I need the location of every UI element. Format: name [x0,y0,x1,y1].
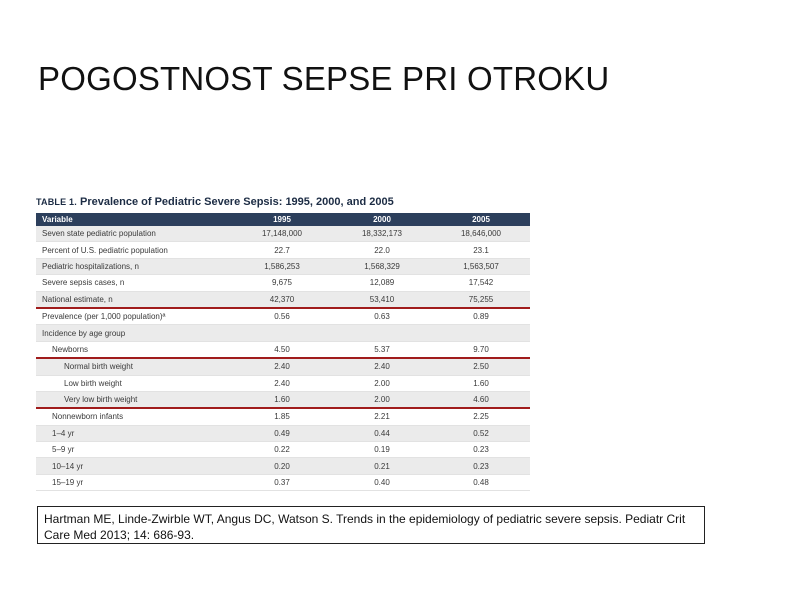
citation-box: Hartman ME, Linde-Zwirble WT, Angus DC, Watson S. Trends in the epidemiology of pediatric severe sepsis. Pediatr Crit Care Med 2013; 14: 686-93. [37,506,705,544]
table-label: TABLE 1. [36,197,77,207]
row-value-1995: 2.40 [232,375,332,391]
prevalence-table [36,213,530,491]
row-value-2000: 0.44 [332,425,432,441]
table-row [36,341,530,358]
row-variable: Very low birth weight [36,391,232,408]
row-value-1995: 0.22 [232,442,332,458]
table-row [36,258,530,274]
table-header-row [36,213,530,226]
table-row [36,391,530,408]
row-value-2000 [332,325,432,341]
table-row [36,375,530,391]
row-value-1995: 4.50 [232,341,332,358]
row-value-2005: 0.52 [432,425,530,441]
row-value-2005: 23.1 [432,242,530,258]
table-caption [36,196,530,213]
row-variable: Incidence by age group [36,325,232,341]
row-value-2000: 18,332,173 [332,226,432,242]
row-value-2005: 17,542 [432,275,530,291]
row-value-2005: 2.50 [432,358,530,375]
header-variable: Variable [36,213,232,226]
table-row [36,291,530,308]
row-value-2005 [432,325,530,341]
row-value-2005: 0.23 [432,458,530,474]
row-value-2005: 9.70 [432,341,530,358]
row-variable: Percent of U.S. pediatric population [36,242,232,258]
slide-title: POGOSTNOST SEPSE PRI OTROKU [38,60,610,97]
row-value-1995: 22.7 [232,242,332,258]
table-row [36,325,530,341]
row-value-2000: 2.21 [332,408,432,425]
row-variable: Low birth weight [36,375,232,391]
row-value-2005: 0.23 [432,442,530,458]
row-value-2005: 2.25 [432,408,530,425]
row-value-2000: 53,410 [332,291,432,308]
row-value-1995: 1.60 [232,391,332,408]
row-value-1995: 0.37 [232,474,332,490]
row-value-1995: 42,370 [232,291,332,308]
row-value-1995 [232,325,332,341]
row-variable: National estimate, n [36,291,232,308]
row-value-2005: 18,646,000 [432,226,530,242]
table-row [36,242,530,258]
row-value-2000: 0.63 [332,308,432,325]
row-value-2000: 22.0 [332,242,432,258]
row-variable: Seven state pediatric population [36,226,232,242]
row-value-1995: 2.40 [232,358,332,375]
row-value-2000: 2.00 [332,391,432,408]
row-value-2000: 2.00 [332,375,432,391]
row-variable: Prevalence (per 1,000 population)ª [36,308,232,325]
table-row [36,226,530,242]
table-row [36,442,530,458]
table-row [36,308,530,325]
row-value-2000: 0.21 [332,458,432,474]
row-value-2000: 0.19 [332,442,432,458]
row-value-2005: 75,255 [432,291,530,308]
row-value-1995: 17,148,000 [232,226,332,242]
row-value-2000: 1,568,329 [332,258,432,274]
row-variable: Newborns [36,341,232,358]
row-value-1995: 0.49 [232,425,332,441]
row-variable: 1–4 yr [36,425,232,441]
row-value-2000: 12,089 [332,275,432,291]
row-variable: 10–14 yr [36,458,232,474]
table-row [36,358,530,375]
row-value-1995: 9,675 [232,275,332,291]
row-value-1995: 0.20 [232,458,332,474]
row-value-2005: 1.60 [432,375,530,391]
row-value-1995: 1,586,253 [232,258,332,274]
prevalence-table-figure [36,196,530,488]
table-title: Prevalence of Pediatric Severe Sepsis: 1995, 2000, and 2005 [80,196,394,208]
row-value-1995: 0.56 [232,308,332,325]
row-variable: Pediatric hospitalizations, n [36,258,232,274]
row-variable: Severe sepsis cases, n [36,275,232,291]
row-variable: 15–19 yr [36,474,232,490]
table-row [36,408,530,425]
row-value-2005: 0.89 [432,308,530,325]
header-1995: 1995 [232,213,332,226]
table-row [36,425,530,441]
row-value-2005: 1,563,507 [432,258,530,274]
table-row [36,275,530,291]
header-2005: 2005 [432,213,530,226]
row-value-2000: 5.37 [332,341,432,358]
row-value-1995: 1.85 [232,408,332,425]
row-variable: Normal birth weight [36,358,232,375]
row-value-2005: 4.60 [432,391,530,408]
row-value-2000: 0.40 [332,474,432,490]
row-variable: Nonnewborn infants [36,408,232,425]
header-2000: 2000 [332,213,432,226]
row-value-2005: 0.48 [432,474,530,490]
table-row [36,474,530,490]
row-value-2000: 2.40 [332,358,432,375]
table-row [36,458,530,474]
row-variable: 5–9 yr [36,442,232,458]
